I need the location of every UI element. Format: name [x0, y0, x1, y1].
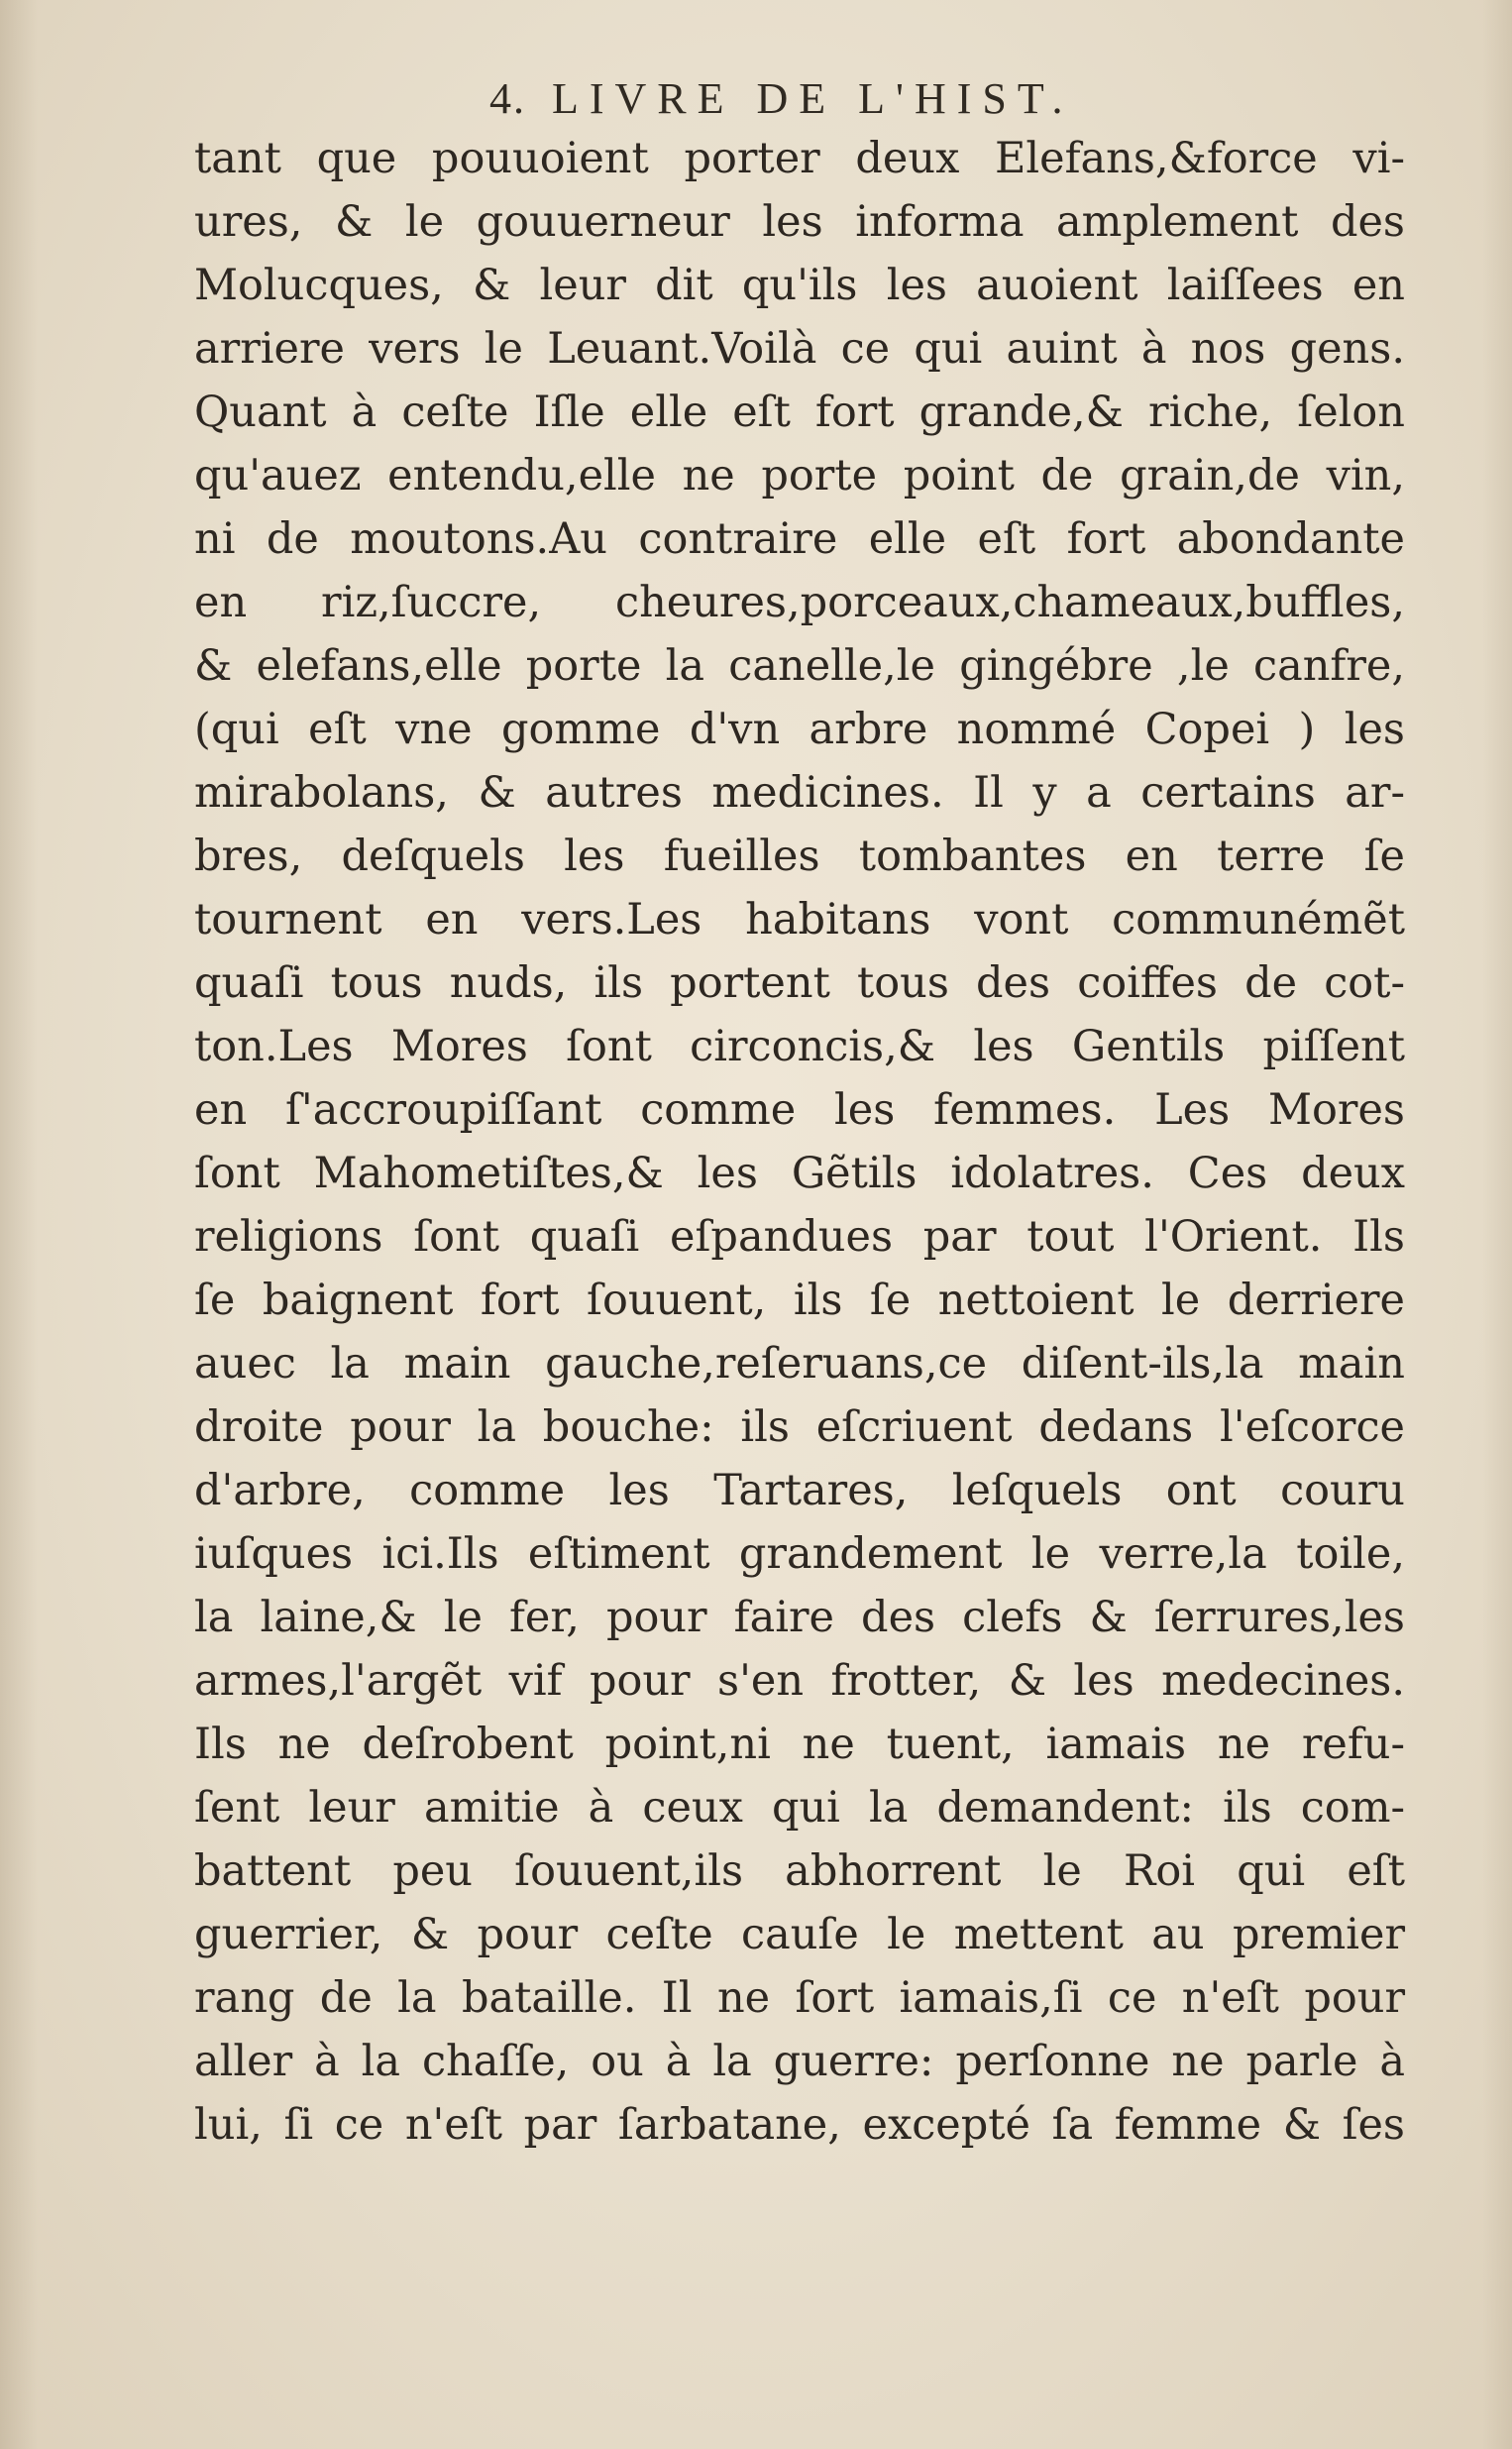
- text-line: en riz,ſuccre, cheures,porceaux,chameaux,buffles,: [194, 578, 1405, 627]
- text-line: d'arbre, comme les Tartares, leſquels ont couru: [194, 1466, 1405, 1515]
- text-line: battent peu ſouuent,ils abhorrent le Roi qui eſt: [194, 1846, 1405, 1896]
- text-line: tournent en vers.Les habitans vont communémẽt: [194, 895, 1405, 945]
- text-line: religions ſont quaſi eſpandues par tout l'Orient. Ils: [194, 1212, 1405, 1262]
- text-line: ſent leur amitie à ceux qui la demandent: ils com-: [194, 1783, 1405, 1833]
- text-line: ton.Les Mores ſont circoncis,& les Gentils piſſent: [194, 1022, 1405, 1071]
- running-title: LIVRE DE L'HIST.: [552, 74, 1074, 123]
- text-line: Ils ne deſrobent point,ni ne tuent, iamais ne refu-: [194, 1720, 1405, 1769]
- text-line: droite pour la bouche: ils eſcriuent dedans l'eſcorce: [194, 1402, 1405, 1452]
- text-line: guerrier, & pour ceſte cauſe le mettent au premier: [194, 1910, 1405, 1959]
- text-line: ſont Mahometiſtes,& les Gẽtils idolatres. Ces deux: [194, 1149, 1405, 1198]
- text-line: bres, deſquels les fueilles tombantes en terre ſe: [194, 832, 1405, 881]
- body-text: [194, 127, 1405, 2157]
- text-line: Quant à ceſte Iſle elle eſt fort grande,& riche, ſelon: [194, 388, 1405, 437]
- text-line: quaſi tous nuds, ils portent tous des coiffes de cot-: [194, 958, 1405, 1008]
- text-line: armes,l'argẽt vif pour s'en frotter, & les medecines.: [194, 1656, 1405, 1706]
- text-line: aller à la chaſſe, ou à la guerre: perſonne ne parle à: [194, 2037, 1405, 2086]
- text-line: ſe baignent fort ſouuent, ils ſe nettoient le derriere: [194, 1276, 1405, 1325]
- text-line: ures, & le gouuerneur les informa amplement des: [194, 197, 1405, 247]
- text-line: lui, ſi ce n'eſt par ſarbatane, excepté ſa femme & ſes: [194, 2100, 1405, 2150]
- running-head: [489, 71, 1074, 127]
- text-line: rang de la bataille. Il ne ſort iamais,ſi ce n'eſt pour: [194, 1973, 1405, 2023]
- text-line: arriere vers le Leuant.Voilà ce qui auint à nos gens.: [194, 324, 1405, 374]
- page-number: 4.: [489, 74, 526, 123]
- text-line: auec la main gauche,reſeruans,ce diſent-ils,la main: [194, 1339, 1405, 1389]
- text-line: la laine,& le fer, pour faire des clefs & ſerrures,les: [194, 1593, 1405, 1642]
- text-line: & elefans,elle porte la canelle,le gingébre ,le canfre,: [194, 641, 1405, 691]
- text-line: en ſ'accroupiſſant comme les femmes. Les Mores: [194, 1085, 1405, 1135]
- text-line: tant que pouuoient porter deux Elefans,&force vi-: [194, 134, 1405, 183]
- text-line: qu'auez entendu,elle ne porte point de grain,de vin,: [194, 451, 1405, 501]
- text-line: Molucques, & leur dit qu'ils les auoient laiſſees en: [194, 261, 1405, 310]
- text-line: (qui eſt vne gomme d'vn arbre nommé Copei ) les: [194, 705, 1405, 754]
- text-line: iuſques ici.Ils eſtiment grandement le verre,la toile,: [194, 1529, 1405, 1579]
- text-line: ni de moutons.Au contraire elle eſt fort abondante: [194, 514, 1405, 564]
- text-line: mirabolans, & autres medicines. Il y a certains ar-: [194, 768, 1405, 818]
